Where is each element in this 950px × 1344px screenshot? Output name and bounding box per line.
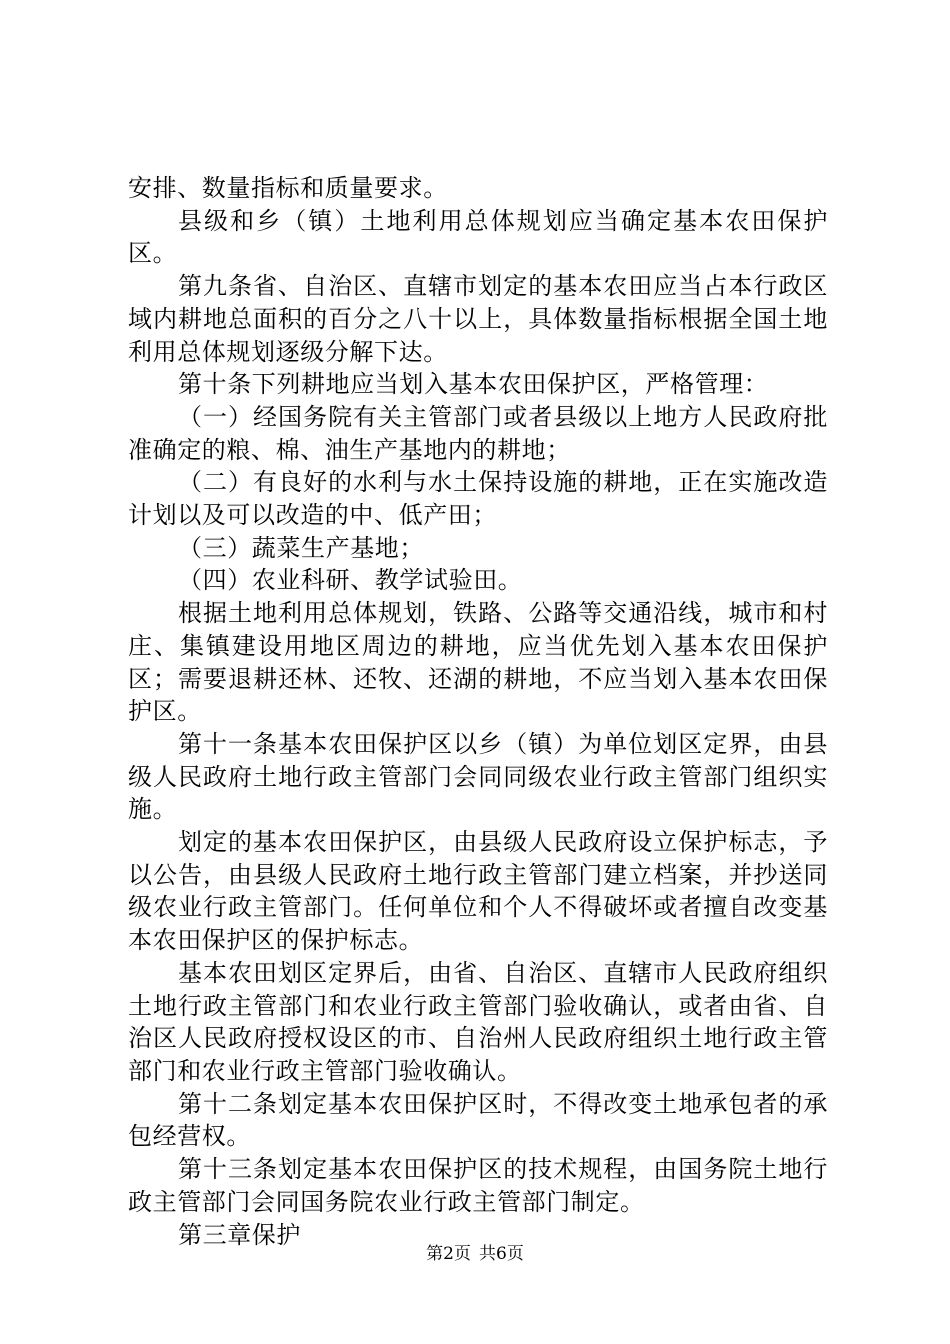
paragraph-14: 第三章保护 bbox=[178, 1220, 301, 1249]
paragraph-1: 县级和乡（镇）土地利用总体规划应当确定基本农田保护区。 bbox=[128, 206, 828, 268]
paragraph-13: 第十三条划定基本农田保护区的技术规程，由国务院土地行政主管部门会同国务院农业行政主管部门制定。 bbox=[128, 1155, 828, 1216]
paragraph-10: 划定的基本农田保护区，由县级人民政府设立保护标志，予以公告，由县级人民政府土地行政主管部门建立档案，并抄送同级农业行政主管部门。任何单位和个人不得破坏或者擅自改变基本农田保护区的保护标志。 bbox=[128, 828, 828, 955]
paragraph-5: （二）有良好的水利与水土保持设施的耕地，正在实施改造计划以及可以改造的中、低产田； bbox=[128, 468, 828, 530]
paragraph-2: 第九条省、自治区、直辖市划定的基本农田应当占本行政区域内耕地总面积的百分之八十以上，具体数量指标根据全国土地利用总体规划逐级分解下达。 bbox=[128, 272, 828, 366]
paragraph-0: 安排、数量指标和质量要求。 bbox=[128, 174, 448, 202]
paragraph-12: 第十二条划定基本农田保护区时，不得改变土地承包者的承包经营权。 bbox=[128, 1089, 828, 1151]
paragraph-8: 根据土地利用总体规划，铁路、公路等交通沿线，城市和村庄、集镇建设用地区周边的耕地，应当优先划入基本农田保护区；需要退耕还林、还牧、还湖的耕地，不应当划入基本农田保护区。 bbox=[128, 599, 828, 726]
paragraph-3: 第十条下列耕地应当划入基本农田保护区，严格管理： bbox=[178, 370, 769, 399]
paragraph-9: 第十一条基本农田保护区以乡（镇）为单位划区定界，由县级人民政府土地行政主管部门会同同级农业行政主管部门组织实施。 bbox=[128, 729, 828, 824]
document-body bbox=[128, 172, 828, 1251]
page-footer bbox=[0, 1243, 950, 1265]
paragraph-6: （三）蔬菜生产基地； bbox=[178, 533, 424, 562]
page-number: 第2页 bbox=[426, 1244, 471, 1264]
paragraph-11: 基本农田划区定界后，由省、自治区、直辖市人民政府组织土地行政主管部门和农业行政主管部门验收确认，或者由省、自治区人民政府授权设区的市、自治州人民政府组织土地行政主管部门和农业行政主管部门验收确认。 bbox=[128, 958, 828, 1085]
paragraph-4: （一）经国务院有关主管部门或者县级以上地方人民政府批准确定的粮、棉、油生产基地内的耕地； bbox=[128, 402, 828, 464]
page-total: 共6页 bbox=[479, 1244, 524, 1264]
paragraph-7: （四）农业科研、教学试验田。 bbox=[178, 566, 523, 595]
